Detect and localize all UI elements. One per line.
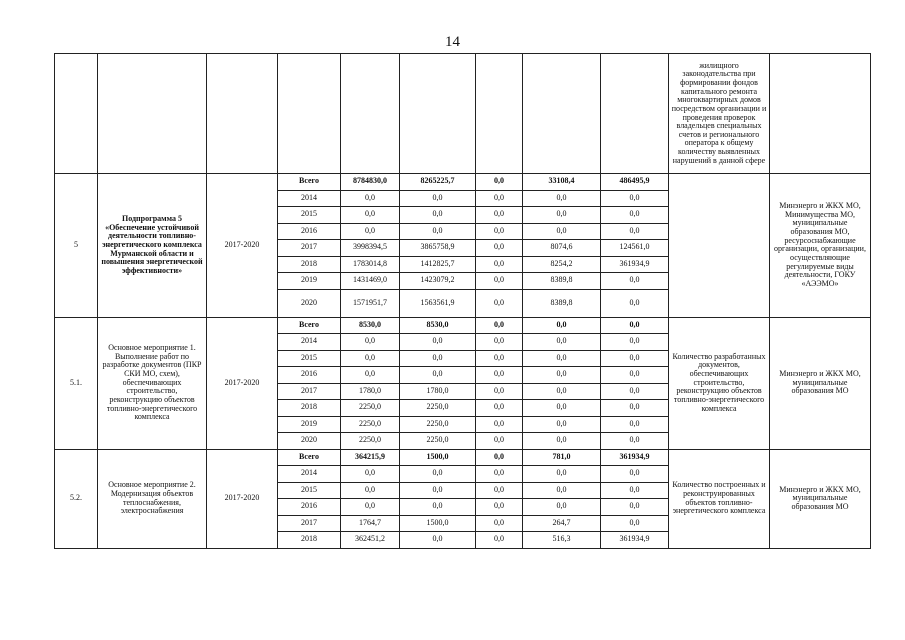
value-v1-cell: 0,0	[341, 207, 400, 224]
year-cell: 2018	[278, 400, 341, 417]
section-executors: Минэнерго и ЖКХ МО, муниципальные образования МО	[770, 449, 871, 548]
value-v3-cell: 0,0	[476, 482, 523, 499]
value-v1-cell: 8784830,0	[341, 174, 400, 191]
year-cell: 2016	[278, 499, 341, 516]
value-v1-cell: 1764,7	[341, 515, 400, 532]
value-v2-cell: 0,0	[400, 207, 476, 224]
value-v5-cell: 0,0	[601, 289, 669, 317]
value-v2-cell: 2250,0	[400, 400, 476, 417]
section-period: 2017-2020	[207, 317, 278, 449]
value-v1-cell: 0,0	[341, 499, 400, 516]
value-v3-cell: 0,0	[476, 367, 523, 384]
value-v4-cell: 8074,6	[523, 240, 601, 257]
value-v1-cell: 2250,0	[341, 433, 400, 450]
value-v3-cell: 0,0	[476, 256, 523, 273]
value-v3-cell: 0,0	[476, 515, 523, 532]
year-cell: 2018	[278, 532, 341, 549]
value-v2-cell: 0,0	[400, 367, 476, 384]
value-v4-cell: 264,7	[523, 515, 601, 532]
section-indicator: Количество разработанных документов, обеспечивающих строительство, реконструкцию объектов топливно-энергетического комплекса	[669, 317, 770, 449]
value-v3-cell: 0,0	[476, 466, 523, 483]
section-executors: Минэнерго и ЖКХ МО, Минимущества МО, муниципальные образования МО, ресурсоснабжающие организации, организации, осуществляющие регулируемые виды деятельности, ГОКУ «АЭЭМО»	[770, 174, 871, 318]
year-cell: 2015	[278, 207, 341, 224]
year-cell: 2016	[278, 367, 341, 384]
section-indicator	[669, 174, 770, 318]
year-cell: 2015	[278, 482, 341, 499]
value-v3-cell: 0,0	[476, 350, 523, 367]
continuation-row	[55, 54, 871, 174]
value-v3-cell: 0,0	[476, 400, 523, 417]
value-v4-cell: 0,0	[523, 190, 601, 207]
value-v5-cell: 0,0	[601, 190, 669, 207]
year-cell: Всего	[278, 317, 341, 334]
value-v3-cell: 0,0	[476, 334, 523, 351]
year-cell: Всего	[278, 174, 341, 191]
value-v4-cell: 0,0	[523, 317, 601, 334]
section-period: 2017-2020	[207, 449, 278, 548]
value-v3-cell: 0,0	[476, 317, 523, 334]
year-cell: 2014	[278, 334, 341, 351]
section-number: 5	[55, 174, 98, 318]
value-v4-cell: 0,0	[523, 433, 601, 450]
value-v4-cell: 0,0	[523, 416, 601, 433]
year-cell: 2020	[278, 289, 341, 317]
value-v4-cell: 0,0	[523, 334, 601, 351]
value-v5-cell: 124561,0	[601, 240, 669, 257]
value-v1-cell: 0,0	[341, 190, 400, 207]
year-cell: 2017	[278, 240, 341, 257]
value-v2-cell: 0,0	[400, 482, 476, 499]
value-v5-cell: 361934,9	[601, 449, 669, 466]
value-v3-cell: 0,0	[476, 240, 523, 257]
value-v4-cell: 0,0	[523, 207, 601, 224]
value-v2-cell: 0,0	[400, 499, 476, 516]
value-v4-cell: 0,0	[523, 482, 601, 499]
value-v3-cell: 0,0	[476, 174, 523, 191]
value-v1-cell: 8530,0	[341, 317, 400, 334]
value-v3-cell: 0,0	[476, 223, 523, 240]
value-v4-cell: 0,0	[523, 400, 601, 417]
value-v5-cell: 0,0	[601, 334, 669, 351]
value-v2-cell: 3865758,9	[400, 240, 476, 257]
value-v4-cell: 0,0	[523, 499, 601, 516]
program-table	[54, 53, 871, 549]
year-cell: 2014	[278, 190, 341, 207]
value-v3-cell: 0,0	[476, 499, 523, 516]
value-v1-cell: 0,0	[341, 350, 400, 367]
value-v1-cell: 1780,0	[341, 383, 400, 400]
value-v2-cell: 2250,0	[400, 433, 476, 450]
value-v1-cell: 1783014,8	[341, 256, 400, 273]
value-v4-cell: 33108,4	[523, 174, 601, 191]
value-v1-cell: 0,0	[341, 223, 400, 240]
value-v1-cell: 1571951,7	[341, 289, 400, 317]
year-cell: 2018	[278, 256, 341, 273]
value-v5-cell: 0,0	[601, 416, 669, 433]
value-v3-cell: 0,0	[476, 383, 523, 400]
value-v5-cell: 0,0	[601, 367, 669, 384]
value-v2-cell: 8265225,7	[400, 174, 476, 191]
value-v4-cell: 0,0	[523, 383, 601, 400]
value-v1-cell: 2250,0	[341, 400, 400, 417]
value-v1-cell: 3998394,5	[341, 240, 400, 257]
value-v2-cell: 0,0	[400, 190, 476, 207]
value-v3-cell: 0,0	[476, 207, 523, 224]
value-v2-cell: 1412825,7	[400, 256, 476, 273]
year-cell: 2017	[278, 515, 341, 532]
value-v4-cell: 0,0	[523, 466, 601, 483]
value-v1-cell: 362451,2	[341, 532, 400, 549]
value-v5-cell: 0,0	[601, 317, 669, 334]
value-v3-cell: 0,0	[476, 449, 523, 466]
value-v1-cell: 0,0	[341, 482, 400, 499]
value-v1-cell: 0,0	[341, 334, 400, 351]
year-cell: 2019	[278, 416, 341, 433]
value-v1-cell: 0,0	[341, 367, 400, 384]
value-v2-cell: 1780,0	[400, 383, 476, 400]
section-indicator: Количество построенных и реконструированных объектов топливно-энергетического комплекса	[669, 449, 770, 548]
value-v2-cell: 2250,0	[400, 416, 476, 433]
value-v3-cell: 0,0	[476, 289, 523, 317]
section-executors: Минэнерго и ЖКХ МО, муниципальные образования МО	[770, 317, 871, 449]
value-v5-cell: 361934,9	[601, 256, 669, 273]
value-v5-cell: 0,0	[601, 482, 669, 499]
value-v5-cell: 0,0	[601, 350, 669, 367]
year-cell: 2020	[278, 433, 341, 450]
value-v4-cell: 516,3	[523, 532, 601, 549]
section-period: 2017-2020	[207, 174, 278, 318]
section-name: Основное мероприятие 2. Модернизация объектов теплоснабжения, электроснабжения	[98, 449, 207, 548]
value-v5-cell: 0,0	[601, 433, 669, 450]
section-name: Основное мероприятие 1. Выполнение работ по разработке документов (ПКР СКИ МО, схем), обеспечивающих строительство, реконструкцию объектов топливно-энергетического комплекса	[98, 317, 207, 449]
section-number: 5.2.	[55, 449, 98, 548]
value-v2-cell: 0,0	[400, 223, 476, 240]
value-v4-cell: 0,0	[523, 367, 601, 384]
value-v2-cell: 1563561,9	[400, 289, 476, 317]
year-cell: Всего	[278, 449, 341, 466]
year-cell: 2015	[278, 350, 341, 367]
value-v5-cell: 0,0	[601, 400, 669, 417]
year-cell: 2017	[278, 383, 341, 400]
table-row	[55, 449, 871, 466]
value-v5-cell: 486495,9	[601, 174, 669, 191]
table-row	[55, 174, 871, 191]
value-v2-cell: 0,0	[400, 334, 476, 351]
value-v4-cell: 8389,8	[523, 289, 601, 317]
value-v5-cell: 0,0	[601, 223, 669, 240]
value-v5-cell: 0,0	[601, 466, 669, 483]
value-v5-cell: 0,0	[601, 207, 669, 224]
table-row	[55, 317, 871, 334]
value-v3-cell: 0,0	[476, 532, 523, 549]
value-v5-cell: 0,0	[601, 499, 669, 516]
value-v1-cell: 364215,9	[341, 449, 400, 466]
value-v2-cell: 1500,0	[400, 515, 476, 532]
year-cell: 2016	[278, 223, 341, 240]
value-v2-cell: 8530,0	[400, 317, 476, 334]
year-cell: 2014	[278, 466, 341, 483]
value-v1-cell: 0,0	[341, 466, 400, 483]
year-cell: 2019	[278, 273, 341, 290]
indicator-cell: жилищного законодательства при формировании фондов капитального ремонта многоквартирных домов посредством организации и проведения проверок владельцев специальных счетов и регионального оператора к общему количеству выявленных нарушений в данной сфере	[669, 54, 770, 174]
value-v4-cell: 0,0	[523, 223, 601, 240]
value-v4-cell: 8389,8	[523, 273, 601, 290]
value-v5-cell: 0,0	[601, 383, 669, 400]
value-v4-cell: 0,0	[523, 350, 601, 367]
value-v3-cell: 0,0	[476, 416, 523, 433]
value-v1-cell: 2250,0	[341, 416, 400, 433]
value-v5-cell: 0,0	[601, 273, 669, 290]
section-number: 5.1.	[55, 317, 98, 449]
value-v1-cell: 1431469,0	[341, 273, 400, 290]
value-v2-cell: 0,0	[400, 466, 476, 483]
section-name: Подпрограмма 5 «Обеспечение устойчивой деятельности топливно-энергетического комплекса Мурманской области и повышения энергетической эффективности»	[98, 174, 207, 318]
page-number: 14	[445, 34, 460, 50]
value-v4-cell: 781,0	[523, 449, 601, 466]
value-v2-cell: 1423079,2	[400, 273, 476, 290]
value-v2-cell: 1500,0	[400, 449, 476, 466]
value-v4-cell: 8254,2	[523, 256, 601, 273]
value-v3-cell: 0,0	[476, 433, 523, 450]
value-v5-cell: 361934,9	[601, 532, 669, 549]
value-v3-cell: 0,0	[476, 273, 523, 290]
value-v2-cell: 0,0	[400, 350, 476, 367]
value-v2-cell: 0,0	[400, 532, 476, 549]
value-v5-cell: 0,0	[601, 515, 669, 532]
value-v3-cell: 0,0	[476, 190, 523, 207]
